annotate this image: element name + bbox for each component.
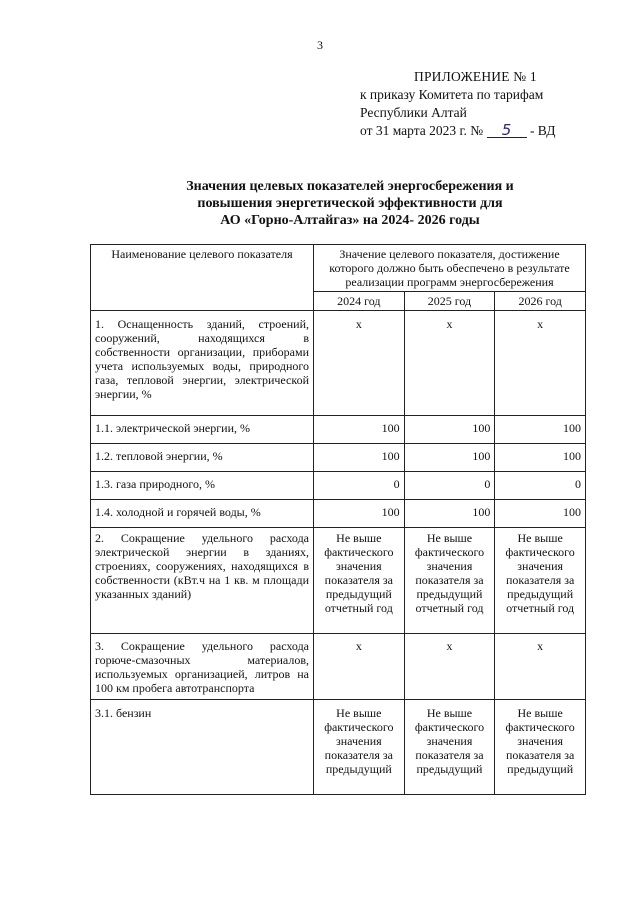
row-value-2025: x [404,311,495,416]
page-number: 3 [317,38,323,52]
row-value-2024: x [314,311,405,416]
appendix-line-1: к приказу Комитета по тарифам [360,87,544,102]
row-value-2025: x [404,634,495,700]
row-name: 1.3. газа природного, % [91,472,314,500]
table-row [91,528,586,634]
appendix-order-line [360,122,556,140]
title-line-1: Значения целевых показателей энергосбережения и [186,179,514,194]
row-name: 3. Сокращение удельного расхода горюче-смазочных материалов, используемых организацией, литров на 100 км пробега автотранспорта [91,634,314,700]
row-value-2025: 100 [404,500,495,528]
appendix-header [360,68,556,140]
row-name: 1.2. тепловой энергии, % [91,444,314,472]
order-date: от 31 марта 2023 г. № [360,123,484,138]
appendix-line-2: Республики Алтай [360,105,467,120]
row-name: 1.1. электрической энергии, % [91,416,314,444]
row-name: 3.1. бензин [91,700,314,795]
indicators-table [90,244,586,795]
order-number-handwritten: 5 [487,123,527,138]
table-row [91,634,586,700]
table-row [91,700,586,795]
title-line-2: повышения энергетической эффективности для [197,196,503,211]
row-value-2026: 100 [495,444,586,472]
row-value-2025: 100 [404,444,495,472]
row-value-2026: Не выше фактического значения показателя за предыдущий [495,700,586,795]
year-2024: 2024 год [314,292,405,311]
year-2025: 2025 год [404,292,495,311]
table-header-row [91,245,586,292]
row-value-2025: Не выше фактического значения показателя за предыдущий отчетный год [404,528,495,634]
row-name: 1.4. холодной и горячей воды, % [91,500,314,528]
row-value-2026: 100 [495,500,586,528]
header-indicator-value: Значение целевого показателя, достижение которого должно быть обеспечено в результате реализации программ энергосбережения [314,245,586,292]
table-row [91,416,586,444]
row-value-2024: 100 [314,444,405,472]
row-value-2024: Не выше фактического значения показателя за предыдущий отчетный год [314,528,405,634]
year-2026: 2026 год [495,292,586,311]
row-value-2026: Не выше фактического значения показателя за предыдущий отчетный год [495,528,586,634]
row-value-2026: x [495,311,586,416]
title-line-3: АО «Горно-Алтайгаз» на 2024- 2026 годы [220,213,480,228]
row-value-2024: 0 [314,472,405,500]
table-row [91,444,586,472]
table-row [91,472,586,500]
appendix-title: ПРИЛОЖЕНИЕ № 1 [414,69,537,84]
row-value-2024: x [314,634,405,700]
row-value-2026: x [495,634,586,700]
table-row [91,500,586,528]
table-row [91,311,586,416]
row-value-2024: 100 [314,500,405,528]
row-value-2024: Не выше фактического значения показателя за предыдущий [314,700,405,795]
row-value-2025: 0 [404,472,495,500]
row-name: 1. Оснащенность зданий, строений, сооружений, находящихся в собственности организации, приборами учета используемых воды, природного газа, тепловой энергии, электрической энергии, % [91,311,314,416]
document-title [130,178,570,229]
header-indicator-name: Наименование целевого показателя [91,245,314,311]
row-value-2025: 100 [404,416,495,444]
row-value-2026: 0 [495,472,586,500]
row-value-2024: 100 [314,416,405,444]
row-name: 2. Сокращение удельного расхода электрической энергии в зданиях, строениях, сооружениях, находящихся в собственности (кВт.ч на 1 кв. м площади указанных зданий) [91,528,314,634]
order-suffix: - ВД [529,123,556,138]
row-value-2025: Не выше фактического значения показателя за предыдущий [404,700,495,795]
row-value-2026: 100 [495,416,586,444]
